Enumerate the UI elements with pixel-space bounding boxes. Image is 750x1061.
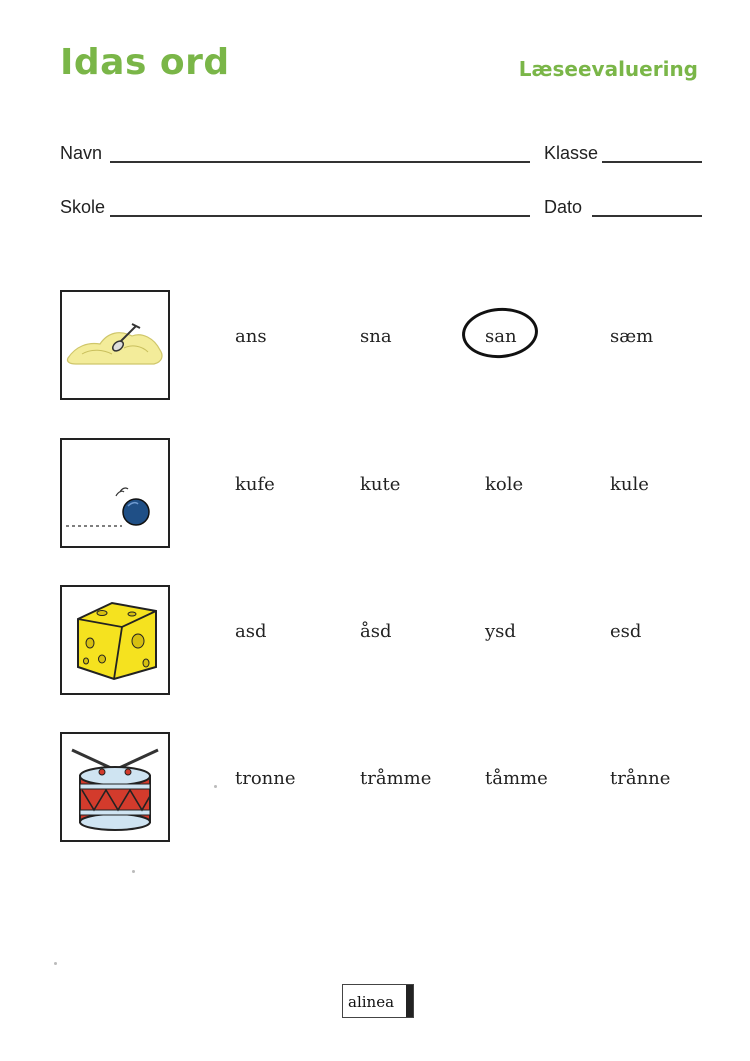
school-date-row — [60, 197, 702, 223]
paper-speck — [214, 785, 217, 788]
exercise-row — [60, 585, 700, 697]
word-option[interactable]: sna — [360, 326, 392, 347]
sand-pile-picture — [60, 290, 170, 400]
word-option[interactable]: tåmme — [485, 768, 548, 789]
paper-speck — [54, 962, 57, 965]
word-option[interactable]: åsd — [360, 621, 392, 642]
word-option[interactable]: tråmme — [360, 768, 432, 789]
word-option[interactable]: ans — [235, 326, 267, 347]
word-option[interactable]: tronne — [235, 768, 296, 789]
ball-picture — [60, 438, 170, 548]
exercise-row — [60, 438, 700, 550]
publisher-logo-tab — [406, 985, 413, 1017]
worksheet-title: Idas ord — [60, 42, 230, 83]
sand-pile-icon — [62, 292, 168, 398]
class-label: Klasse — [544, 143, 599, 163]
paper-speck — [132, 870, 135, 873]
exercise-row — [60, 290, 700, 402]
class-field-line[interactable] — [602, 161, 702, 163]
cheese-picture — [60, 585, 170, 695]
drum-picture — [60, 732, 170, 842]
name-class-row — [60, 143, 702, 169]
word-option[interactable]: kufe — [235, 474, 275, 495]
name-label: Navn — [60, 143, 103, 163]
ball-icon — [62, 440, 168, 546]
worksheet-subtitle: Læseevaluering — [518, 57, 698, 81]
exercise-row — [60, 732, 700, 844]
drum-icon — [62, 734, 168, 840]
word-option[interactable]: kole — [485, 474, 524, 495]
word-option[interactable]: asd — [235, 621, 267, 642]
word-option[interactable]: kute — [360, 474, 401, 495]
school-field-line[interactable] — [110, 215, 530, 217]
word-option[interactable]: sæm — [610, 326, 654, 347]
name-field-line[interactable] — [110, 161, 530, 163]
date-field-line[interactable] — [592, 215, 702, 217]
publisher-logo — [342, 984, 414, 1018]
date-label: Dato — [544, 197, 583, 217]
publisher-logo-text: alinea — [348, 993, 395, 1011]
word-option[interactable]: kule — [610, 474, 649, 495]
cheese-icon — [62, 587, 168, 693]
word-option[interactable]: ysd — [485, 621, 516, 642]
word-option[interactable]: trånne — [610, 768, 671, 789]
word-option-circled[interactable]: san — [485, 326, 517, 347]
word-option[interactable]: esd — [610, 621, 642, 642]
school-label: Skole — [60, 197, 106, 217]
